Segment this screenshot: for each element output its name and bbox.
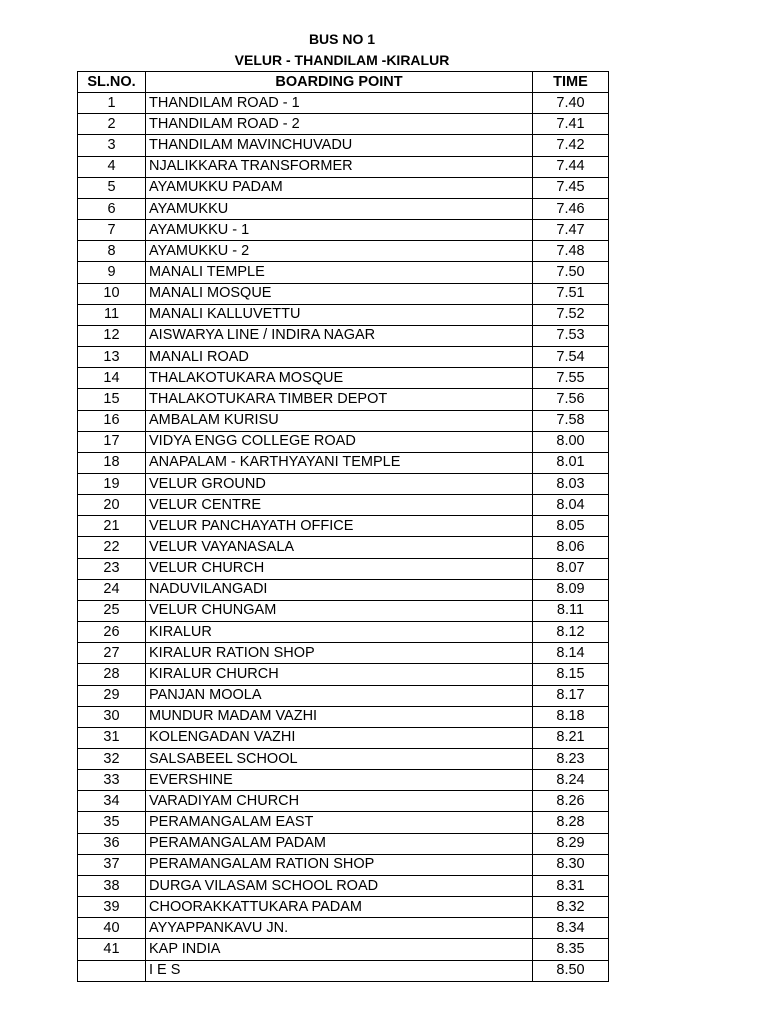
sl-no-cell: 6 [78, 198, 146, 219]
table-row [78, 198, 609, 219]
table-row [78, 283, 609, 304]
boarding-point-cell: VELUR PANCHAYATH OFFICE [146, 516, 533, 537]
sl-no-cell: 16 [78, 410, 146, 431]
boarding-point-cell: VELUR VAYANASALA [146, 537, 533, 558]
table-row [78, 368, 609, 389]
time-cell: 7.40 [533, 93, 609, 114]
time-cell: 8.05 [533, 516, 609, 537]
sl-no-cell: 36 [78, 833, 146, 854]
table-row [78, 220, 609, 241]
boarding-point-cell: I E S [146, 960, 533, 981]
boarding-point-cell: AYAMUKKU PADAM [146, 177, 533, 198]
boarding-point-cell: VELUR CENTRE [146, 495, 533, 516]
document-header [77, 29, 607, 71]
time-cell: 8.50 [533, 960, 609, 981]
table-row [78, 770, 609, 791]
table-row [78, 791, 609, 812]
table-row [78, 304, 609, 325]
sl-no-cell: 32 [78, 749, 146, 770]
time-cell: 7.42 [533, 135, 609, 156]
table-row [78, 579, 609, 600]
time-cell: 8.12 [533, 622, 609, 643]
sl-no-cell: 13 [78, 347, 146, 368]
sl-no-cell: 14 [78, 368, 146, 389]
boarding-point-cell: EVERSHINE [146, 770, 533, 791]
route-title: VELUR - THANDILAM -KIRALUR [234, 52, 450, 68]
time-cell: 8.04 [533, 495, 609, 516]
boarding-point-cell: ANAPALAM - KARTHYAYANI TEMPLE [146, 452, 533, 473]
sl-no-cell: 21 [78, 516, 146, 537]
boarding-point-cell: THANDILAM ROAD - 2 [146, 114, 533, 135]
table-row [78, 918, 609, 939]
table-row [78, 389, 609, 410]
time-cell: 7.56 [533, 389, 609, 410]
table-row [78, 495, 609, 516]
sl-no-cell: 34 [78, 791, 146, 812]
table-row [78, 135, 609, 156]
table-row [78, 706, 609, 727]
boarding-point-cell: THALAKOTUKARA TIMBER DEPOT [146, 389, 533, 410]
sl-no-cell: 10 [78, 283, 146, 304]
table-row [78, 93, 609, 114]
sl-no-cell: 28 [78, 664, 146, 685]
sl-no-cell: 15 [78, 389, 146, 410]
boarding-point-cell: PANJAN MOOLA [146, 685, 533, 706]
time-cell: 7.46 [533, 198, 609, 219]
sl-no-cell: 26 [78, 622, 146, 643]
table-row [78, 854, 609, 875]
time-cell: 7.48 [533, 241, 609, 262]
sl-no-cell: 39 [78, 897, 146, 918]
table-row [78, 664, 609, 685]
sl-no-cell: 37 [78, 854, 146, 875]
boarding-point-cell: SALSABEEL SCHOOL [146, 749, 533, 770]
boarding-point-cell: THALAKOTUKARA MOSQUE [146, 368, 533, 389]
table-row [78, 473, 609, 494]
table-row [78, 347, 609, 368]
boarding-point-cell: THANDILAM MAVINCHUVADU [146, 135, 533, 156]
time-cell: 7.58 [533, 410, 609, 431]
boarding-point-cell: VARADIYAM CHURCH [146, 791, 533, 812]
time-cell: 8.11 [533, 600, 609, 621]
table-body [78, 93, 609, 982]
time-cell: 8.35 [533, 939, 609, 960]
time-cell: 8.07 [533, 558, 609, 579]
table-row [78, 897, 609, 918]
boarding-point-cell: AYYAPPANKAVU JN. [146, 918, 533, 939]
time-cell: 8.00 [533, 431, 609, 452]
boarding-point-cell: MANALI MOSQUE [146, 283, 533, 304]
boarding-point-cell: NJALIKKARA TRANSFORMER [146, 156, 533, 177]
table-row [78, 558, 609, 579]
sl-no-cell: 12 [78, 325, 146, 346]
boarding-point-cell: PERAMANGALAM EAST [146, 812, 533, 833]
boarding-point-cell: MANALI TEMPLE [146, 262, 533, 283]
boarding-point-cell: AYAMUKKU - 2 [146, 241, 533, 262]
sl-no-cell: 33 [78, 770, 146, 791]
sl-no-cell: 31 [78, 727, 146, 748]
sl-no-cell: 7 [78, 220, 146, 241]
boarding-point-cell: VELUR GROUND [146, 473, 533, 494]
sl-no-cell: 40 [78, 918, 146, 939]
boarding-point-cell: MANALI ROAD [146, 347, 533, 368]
boarding-point-cell: AMBALAM KURISU [146, 410, 533, 431]
sl-no-cell: 5 [78, 177, 146, 198]
table-row [78, 262, 609, 283]
sl-no-cell: 4 [78, 156, 146, 177]
table-row [78, 431, 609, 452]
sl-no-cell: 2 [78, 114, 146, 135]
table-row [78, 643, 609, 664]
boarding-point-cell: CHOORAKKATTUKARA PADAM [146, 897, 533, 918]
sl-no-cell: 41 [78, 939, 146, 960]
time-cell: 7.45 [533, 177, 609, 198]
time-cell: 8.24 [533, 770, 609, 791]
sl-no-cell: 3 [78, 135, 146, 156]
time-cell: 7.51 [533, 283, 609, 304]
header-row [78, 72, 609, 93]
time-cell: 8.03 [533, 473, 609, 494]
time-cell: 7.50 [533, 262, 609, 283]
table-row [78, 727, 609, 748]
sl-no-cell: 35 [78, 812, 146, 833]
boarding-point-cell: PERAMANGALAM RATION SHOP [146, 854, 533, 875]
boarding-point-cell: PERAMANGALAM PADAM [146, 833, 533, 854]
time-cell: 8.17 [533, 685, 609, 706]
time-cell: 8.34 [533, 918, 609, 939]
table-row [78, 114, 609, 135]
boarding-point-cell: VIDYA ENGG COLLEGE ROAD [146, 431, 533, 452]
boarding-point-cell: AYAMUKKU [146, 198, 533, 219]
time-cell: 7.54 [533, 347, 609, 368]
time-cell: 8.32 [533, 897, 609, 918]
boarding-point-cell: NADUVILANGADI [146, 579, 533, 600]
sl-no-cell: 8 [78, 241, 146, 262]
time-cell: 8.23 [533, 749, 609, 770]
sl-no-cell: 22 [78, 537, 146, 558]
boarding-point-cell: MANALI KALLUVETTU [146, 304, 533, 325]
boarding-point-cell: KIRALUR CHURCH [146, 664, 533, 685]
header-time: TIME [533, 72, 609, 93]
time-cell: 7.53 [533, 325, 609, 346]
sl-no-cell: 29 [78, 685, 146, 706]
table-row [78, 812, 609, 833]
bus-number-title: BUS NO 1 [308, 31, 376, 47]
table-row [78, 875, 609, 896]
time-cell: 8.15 [533, 664, 609, 685]
table-row [78, 156, 609, 177]
table-row [78, 939, 609, 960]
sl-no-cell: 23 [78, 558, 146, 579]
time-cell: 7.52 [533, 304, 609, 325]
time-cell: 8.28 [533, 812, 609, 833]
time-cell: 7.41 [533, 114, 609, 135]
table-row [78, 833, 609, 854]
sl-no-cell: 18 [78, 452, 146, 473]
table-row [78, 622, 609, 643]
time-cell: 7.55 [533, 368, 609, 389]
sl-no-cell: 9 [78, 262, 146, 283]
boarding-point-cell: AISWARYA LINE / INDIRA NAGAR [146, 325, 533, 346]
sl-no-cell: 38 [78, 875, 146, 896]
table-row [78, 241, 609, 262]
table-header [78, 72, 609, 93]
sl-no-cell: 27 [78, 643, 146, 664]
boarding-point-cell: KOLENGADAN VAZHI [146, 727, 533, 748]
table-row [78, 177, 609, 198]
time-cell: 8.14 [533, 643, 609, 664]
table-row [78, 537, 609, 558]
sl-no-cell: 1 [78, 93, 146, 114]
time-cell: 7.44 [533, 156, 609, 177]
sl-no-cell: 19 [78, 473, 146, 494]
time-cell: 8.09 [533, 579, 609, 600]
sl-no-cell: 11 [78, 304, 146, 325]
time-cell: 8.21 [533, 727, 609, 748]
time-cell: 8.30 [533, 854, 609, 875]
table-row [78, 452, 609, 473]
boarding-point-cell: DURGA VILASAM SCHOOL ROAD [146, 875, 533, 896]
sl-no-cell: 20 [78, 495, 146, 516]
sl-no-cell: 25 [78, 600, 146, 621]
table-row [78, 410, 609, 431]
table-row [78, 325, 609, 346]
time-cell: 8.01 [533, 452, 609, 473]
header-sl-no: SL.NO. [78, 72, 146, 93]
table-row [78, 960, 609, 981]
time-cell: 8.29 [533, 833, 609, 854]
boarding-point-cell: AYAMUKKU - 1 [146, 220, 533, 241]
boarding-point-cell: VELUR CHUNGAM [146, 600, 533, 621]
sl-no-cell: 30 [78, 706, 146, 727]
boarding-point-cell: KIRALUR RATION SHOP [146, 643, 533, 664]
boarding-schedule-table [77, 71, 609, 982]
time-cell: 8.26 [533, 791, 609, 812]
boarding-point-cell: KAP INDIA [146, 939, 533, 960]
sl-no-cell: 24 [78, 579, 146, 600]
table-row [78, 685, 609, 706]
time-cell: 8.31 [533, 875, 609, 896]
boarding-point-cell: KIRALUR [146, 622, 533, 643]
time-cell: 7.47 [533, 220, 609, 241]
time-cell: 8.18 [533, 706, 609, 727]
boarding-point-cell: THANDILAM ROAD - 1 [146, 93, 533, 114]
table-row [78, 516, 609, 537]
sl-no-cell [78, 960, 146, 981]
sl-no-cell: 17 [78, 431, 146, 452]
table-row [78, 749, 609, 770]
boarding-point-cell: MUNDUR MADAM VAZHI [146, 706, 533, 727]
boarding-point-cell: VELUR CHURCH [146, 558, 533, 579]
time-cell: 8.06 [533, 537, 609, 558]
table-row [78, 600, 609, 621]
header-boarding-point: BOARDING POINT [146, 72, 533, 93]
